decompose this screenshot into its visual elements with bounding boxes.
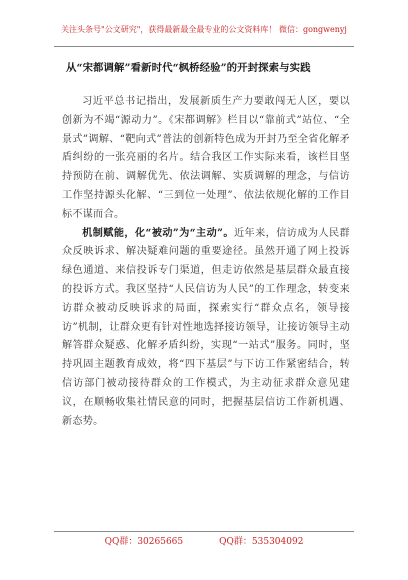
article-body <box>62 93 350 431</box>
paragraph-1: 习近平总书记指出，发展新质生产力要敢闯无人区，要以创新为不竭“源动力”。《宋都调解》栏目以“靠前式”站位、“全景式”调解、“靶向式”普法的创新特色成为开封乃至全省化解矛盾纠纷的一张亮丽的名片。结合我区工作实际来看，该栏目坚持预防在前、调解优先、依法调解、实质调解的理念，与信访工作坚持源头化解、“三到位一处理”、依法依规化解的工作目标不谋而合。 <box>62 96 350 220</box>
page-footer <box>54 536 354 548</box>
footer-divider <box>54 531 354 532</box>
article-title: 从“宋都调解”看新时代“枫桥经验”的开封探索与实践 <box>66 62 311 74</box>
paragraph-2-lead: 机制赋能，化“被动”为“主动”。 <box>82 227 234 239</box>
header-divider <box>54 46 354 47</box>
footer-qq-group-1: QQ群：30265665 <box>104 537 184 547</box>
footer-qq-group-2: QQ群：535304092 <box>219 537 304 547</box>
page-header: 关注头条号"公文研究"，获得最新最全最专业的公文资料库！ 微信：gongwenyj <box>61 25 347 34</box>
paragraph-2 <box>62 225 350 432</box>
paragraph-2-body: 近年来，信访成为人民群众反映诉求、解决疑难问题的重要途径。虽然开通了网上投诉绿色通道、来信投诉专门渠道，但走访依然是基层群众最直接的投诉方式。我区坚持“人民信访为人民”的工作理念，转变来访群众被动反映诉求的局面，探索实行“群众点名，领导接访”机制，让群众更有针对性地选择接访领导，让接访领导主动解答群众疑惑、化解矛盾纠纷，实现“一站式”服务。同时，坚持巩固主题教育成效，将“四下基层”与下访工作紧密结合，转信访部门被动接待群众的工作模式，为主动征求群众意见建议，在顺畅收集社情民意的同时，把握基层信访工作新机遇、新态势。 <box>62 227 350 427</box>
